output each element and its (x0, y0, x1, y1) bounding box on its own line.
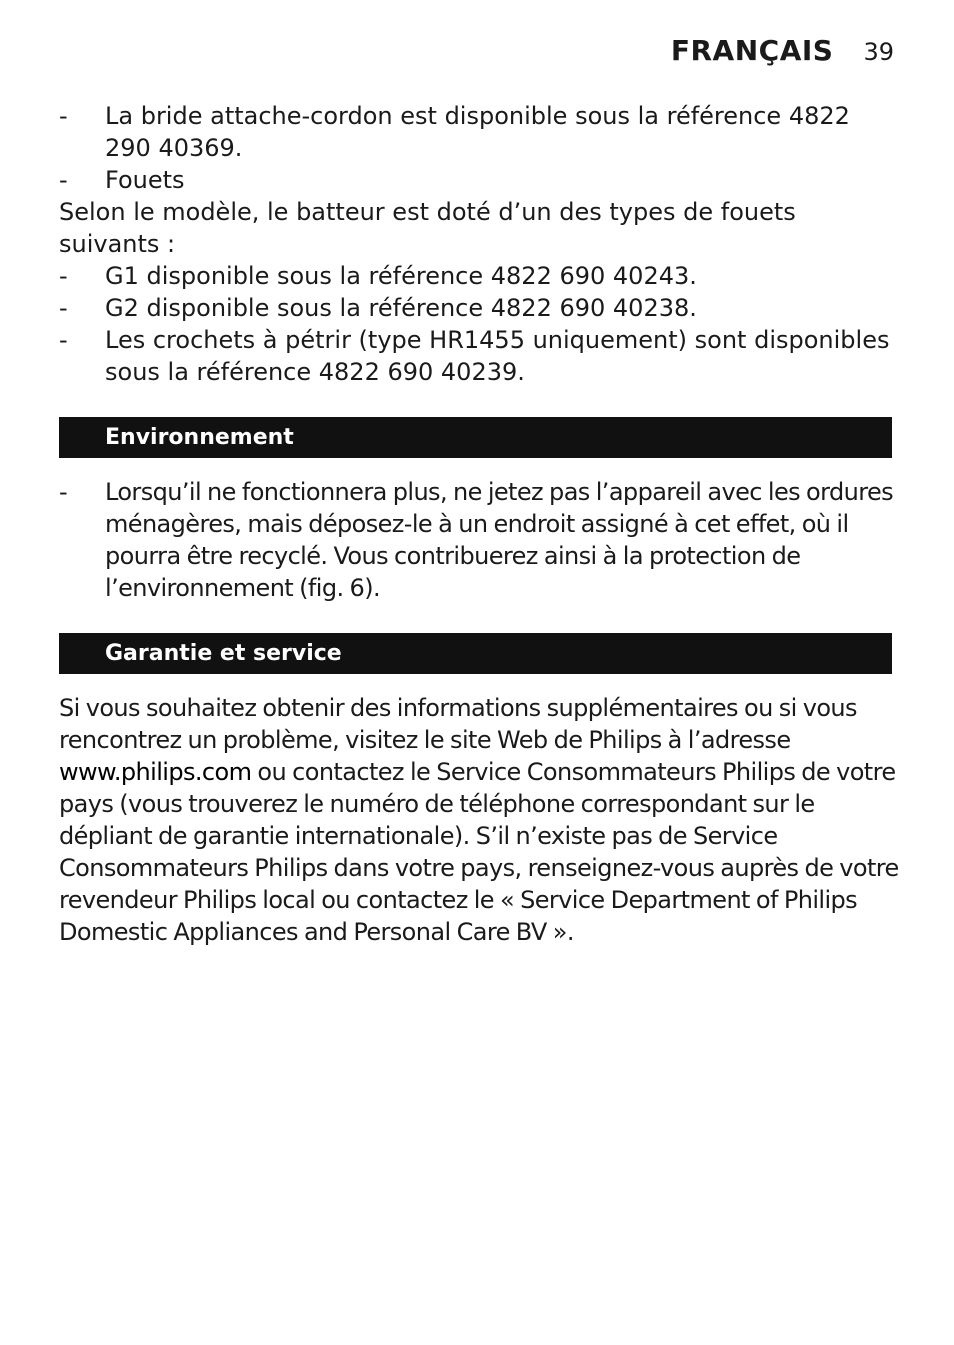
section-heading-environment: Environnement (59, 417, 892, 458)
section-heading-warranty: Garantie et service (59, 633, 892, 674)
list-item-text: Les crochets à pétrir (type HR1455 uniquement) sont disponibles sous la référence 4822 690 40239. (105, 326, 890, 386)
list-item-text: La bride attache-cordon est disponible sous la référence 4822 290 40369. (105, 102, 850, 162)
list-item-text: Fouets (105, 166, 185, 194)
bullet-dash: - (59, 294, 68, 322)
list-item-text: G2 disponible sous la référence 4822 690 40238. (105, 294, 697, 322)
warranty-text-after: ou contactez le Service Consommateurs Philips de votre pays (vous trouverez le numéro de téléphone correspondant sur le dépliant de garantie internationale). S’il n’existe pas de Service Consommateurs Philips dans votre pays, renseignez-vous auprès de votre revendeur Philips local ou contactez le « Service Department of Philips Domestic Appliances and Personal Care BV ». (59, 758, 899, 946)
list-item (59, 100, 899, 164)
list-item (59, 292, 899, 324)
bullet-dash: - (59, 262, 68, 290)
bullet-dash: - (59, 326, 68, 354)
list-item (59, 324, 899, 388)
page-header (671, 34, 894, 67)
list-item (59, 164, 899, 196)
bullet-dash: - (59, 166, 68, 194)
language-label: FRANÇAIS (670, 34, 834, 67)
list-item (59, 260, 899, 292)
page-content (59, 100, 899, 948)
list-item (59, 476, 899, 604)
list-item-text: G1 disponible sous la référence 4822 690 40243. (105, 262, 697, 290)
whisk-intro: Selon le modèle, le batteur est doté d’un des types de fouets suivants : (59, 198, 796, 258)
philips-website-link[interactable]: www.philips.com (59, 758, 252, 786)
list-item-text: Lorsqu’il ne fonctionnera plus, ne jetez pas l’appareil avec les ordures ménagères, mais déposez-le à un endroit assigné à cet effet, où il pourra être recyclé. Vous contribuerez ainsi à la protection de l’environnement (fig. 6). (105, 478, 894, 602)
warranty-text-before: Si vous souhaitez obtenir des informations supplémentaires ou si vous rencontrez un problème, visitez le site Web de Philips à l’adresse (59, 694, 857, 754)
warranty-paragraph (59, 692, 899, 948)
bullet-dash: - (59, 102, 68, 130)
page-number: 39 (863, 38, 894, 66)
bullet-dash: - (59, 478, 68, 506)
